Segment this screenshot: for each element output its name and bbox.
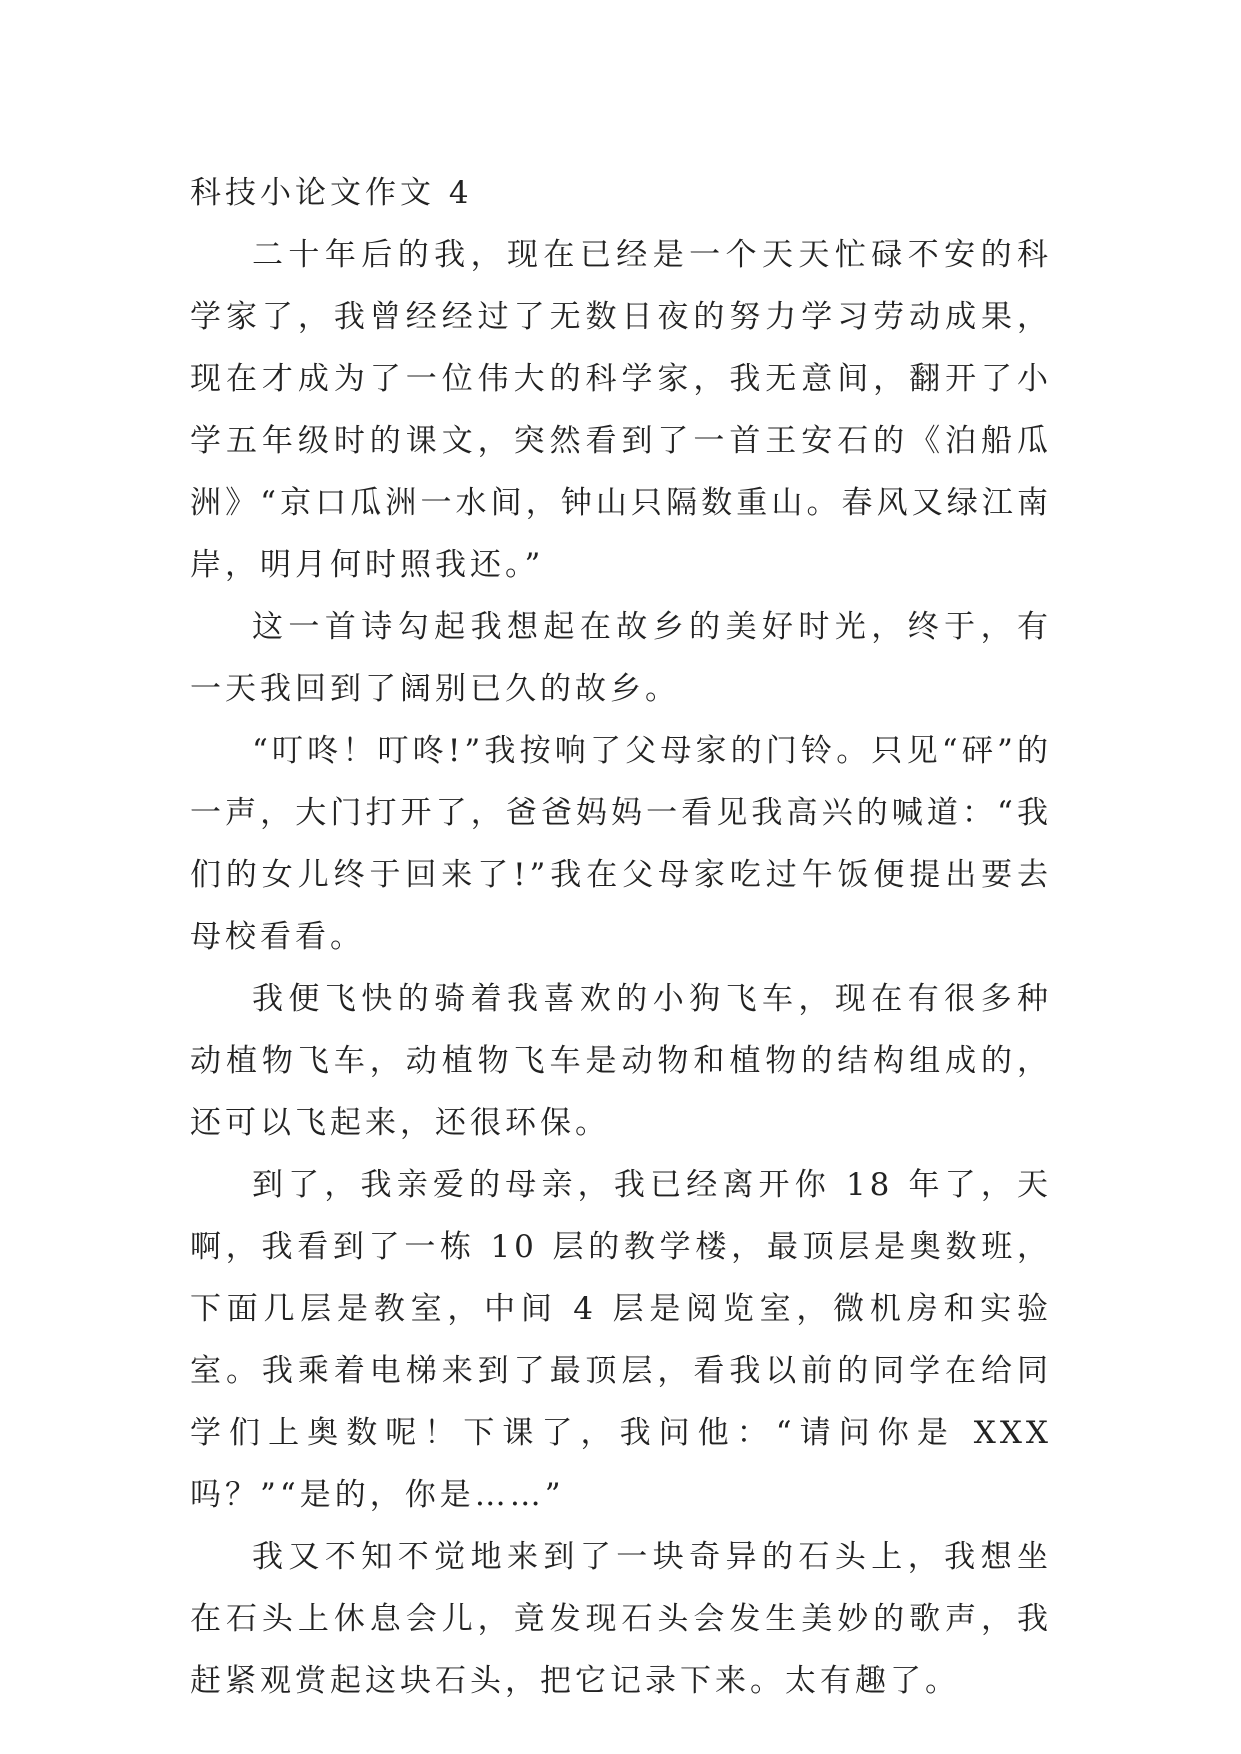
paragraph: 我便飞快的骑着我喜欢的小狗飞车，现在有很多种动植物飞车，动植物飞车是动物和植物的结构组成的，还可以飞起来，还很环保。 [190, 981, 1052, 1141]
paragraph: 这一首诗勾起我想起在故乡的美好时光，终于，有一天我回到了阔别已久的故乡。 [190, 609, 1052, 707]
paragraph: 二十年后的我，现在已经是一个天天忙碌不安的科学家了，我曾经经过了无数日夜的努力学习劳动成果，现在才成为了一位伟大的科学家，我无意间，翻开了小学五年级时的课文，突然看到了一首王安石的《泊船瓜洲》“京口瓜洲一水间，钟山只隔数重山。春风又绿江南岸，明月何时照我还。” [190, 237, 1052, 583]
paragraph: 我又不知不觉地来到了一块奇异的石头上，我想坐在石头上休息会儿，竟发现石头会发生美妙的歌声，我赶紧观赏起这块石头，把它记录下来。太有趣了。 [190, 1539, 1052, 1699]
document-body [190, 162, 1052, 1712]
paragraph: 到了，我亲爱的母亲，我已经离开你 18 年了，天啊，我看到了一栋 10 层的教学楼，最顶层是奥数班，下面几层是教室，中间 4 层是阅览室，微机房和实验室。我乘着电梯来到了最顶层，看我以前的同学在给同学们上奥数呢！下课了，我问他：“请问你是 XXX 吗？”“是的，你是……” [190, 1167, 1052, 1513]
paragraph: “叮咚！叮咚!”我按响了父母家的门铃。只见“砰”的一声，大门打开了，爸爸妈妈一看见我高兴的喊道：“我们的女儿终于回来了!”我在父母家吃过午饭便提出要去母校看看。 [190, 733, 1052, 955]
document-title: 科技小论文作文 4 [190, 175, 473, 211]
